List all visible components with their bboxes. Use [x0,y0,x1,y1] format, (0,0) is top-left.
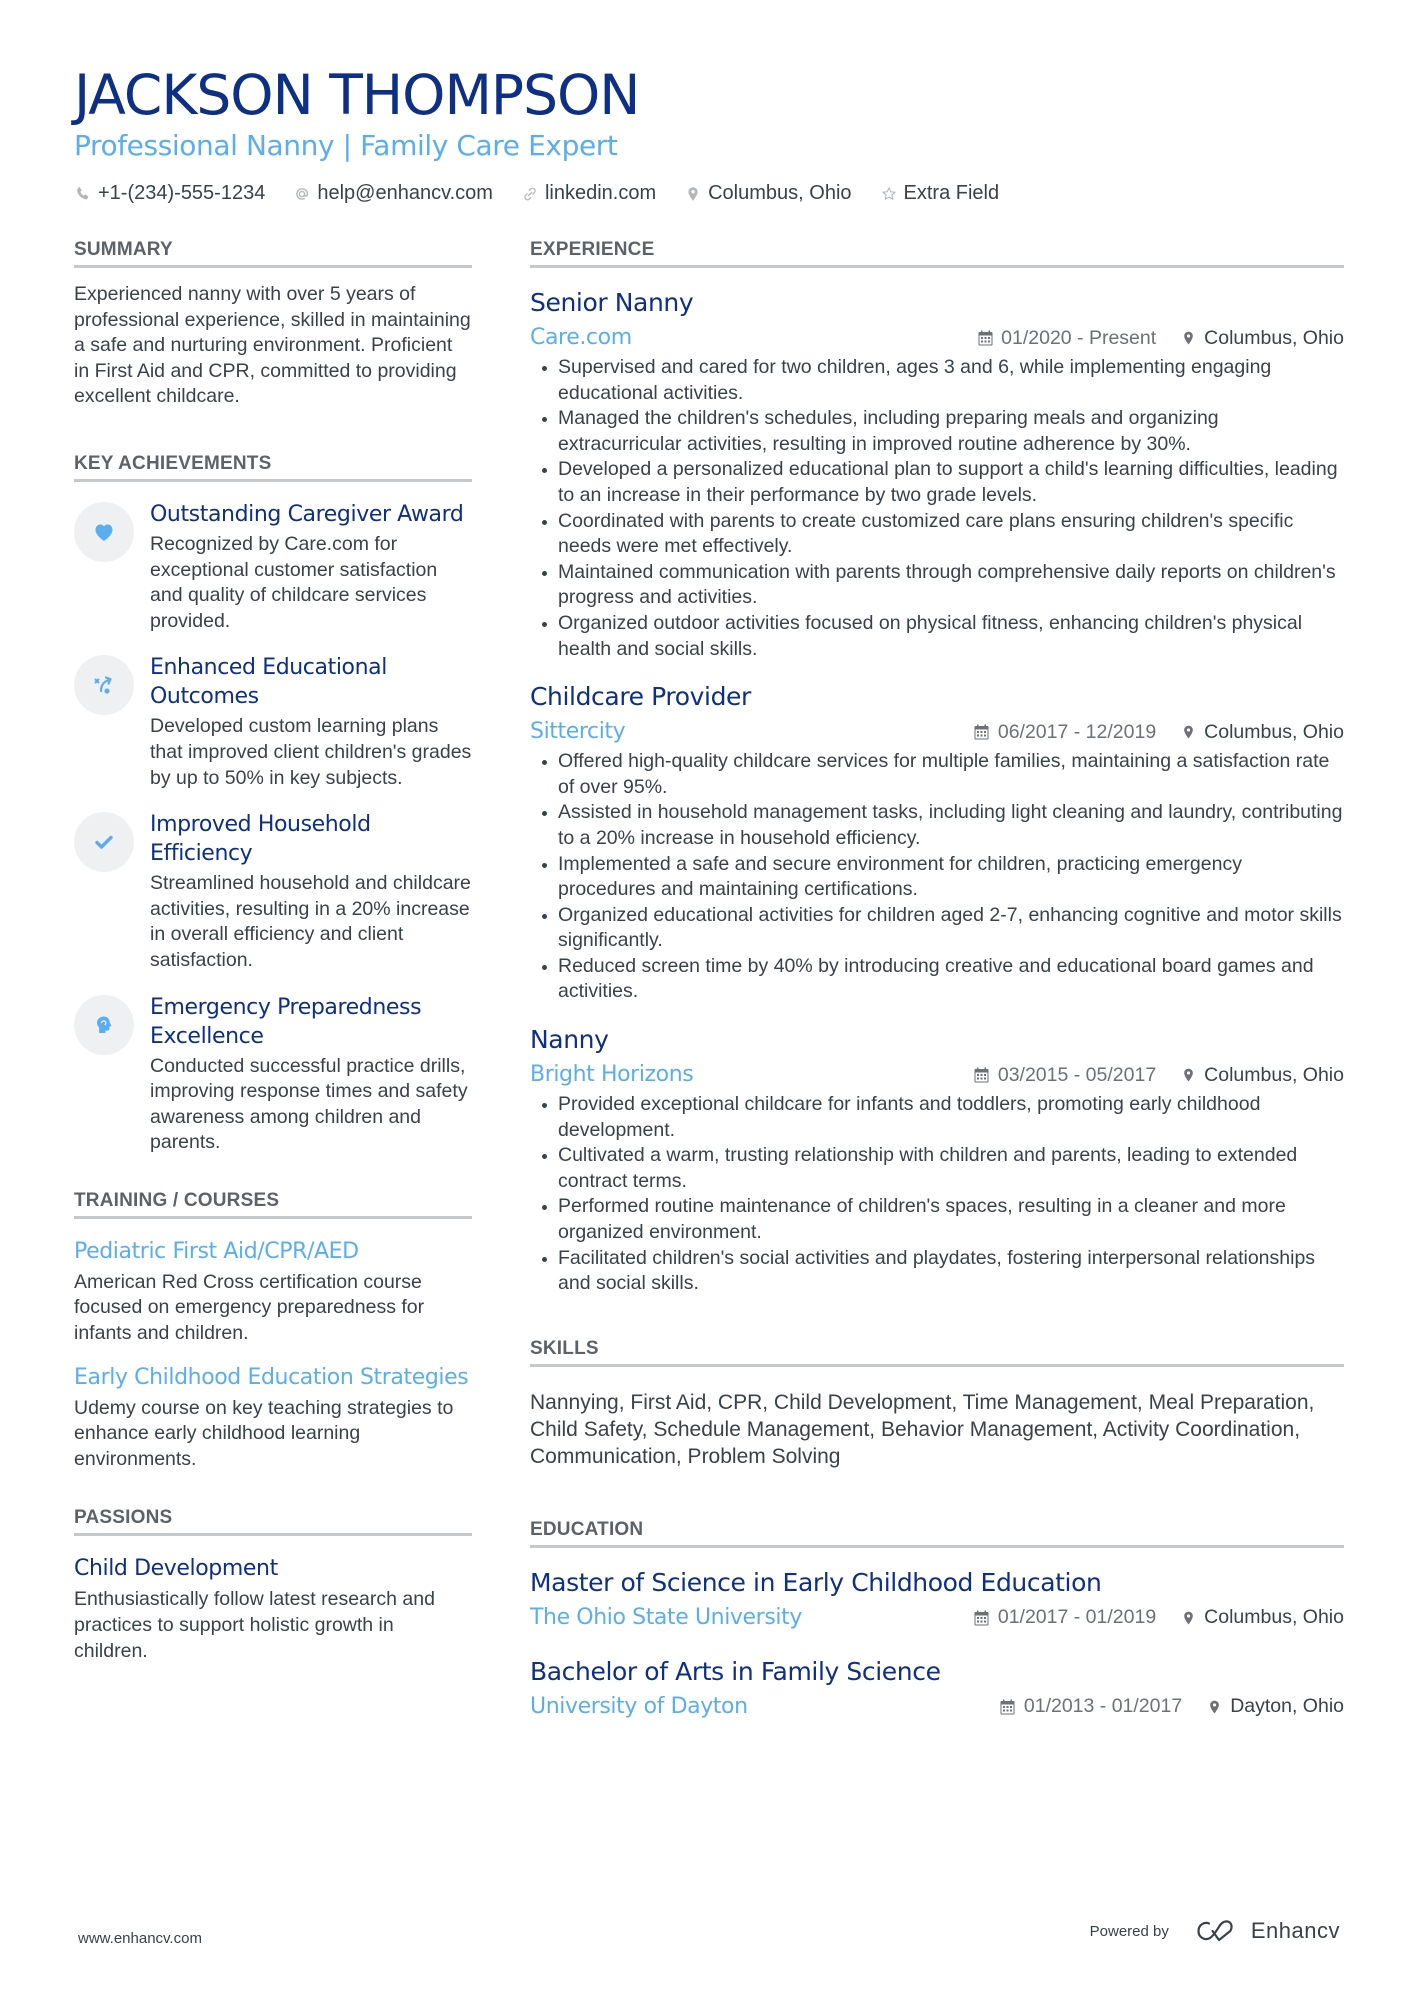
job-location: Columbus, Ohio [1180,721,1344,744]
achievement-item [74,993,472,1156]
calendar-icon [974,1066,990,1084]
education-heading: EDUCATION [530,1518,1344,1548]
education-dates: 01/2017 - 01/2019 [974,1606,1156,1629]
job-bullet: Cultivated a warm, trusting relationship with children and parents, leading to extended contract terms. [530,1143,1344,1194]
candidate-title: Professional Nanny | Family Care Expert [74,129,618,162]
footer-website-link[interactable]: www.enhancv.com [78,1930,202,1947]
achievement-title: Outstanding Caregiver Award [150,501,464,527]
passion-title: Child Development [74,1556,278,1582]
training-item [74,1237,472,1347]
job-meta [530,323,1344,353]
achievement-description: Recognized by Care.com for exceptional customer satisfaction and quality of childcare services provided. [150,532,438,632]
contact-linkedin-text: linkedin.com [544,182,657,204]
education-entry [530,1655,1344,1722]
job-title: Childcare Provider [530,682,751,712]
contact-email[interactable] [293,182,493,205]
achievement-description: Conducted successful practice drills, improving response times and safety awareness among children and parents. [150,1054,468,1154]
job-entry [530,680,1344,1005]
skills-heading: SKILLS [530,1337,1344,1367]
achievement-item [74,500,472,634]
powered-by-label: Powered by [1089,1922,1169,1940]
location-pin-icon [1206,1698,1222,1716]
education-entry [530,1566,1344,1633]
experience-section [530,238,1344,1297]
contact-bar [74,182,1344,205]
job-location: Columbus, Ohio [1180,1064,1344,1087]
enhancv-logo[interactable] [1195,1918,1340,1944]
job-meta [530,1060,1344,1090]
summary-heading: SUMMARY [74,238,472,268]
strategy-icon [74,655,134,715]
job-bullets [530,1092,1344,1297]
company-name: Care.com [530,325,632,350]
candidate-name: JACKSON THOMPSON [74,63,640,127]
checkmark-icon [74,812,134,872]
location-pin-icon [1180,329,1196,347]
education-meta [530,1603,1344,1633]
training-title: Early Childhood Education Strategies [74,1364,469,1390]
summary-text: Experienced nanny with over 5 years of professional experience, skilled in maintaining a safe and nurturing environment. Proficient in First Aid and CPR, committed to providing excellent childcare. [74,283,471,408]
training-courses-heading: TRAINING / COURSES [74,1189,472,1219]
calendar-icon [974,723,990,741]
job-bullet: Implemented a safe and secure environment for children, practicing emergency procedures and maintaining certifications. [530,852,1344,903]
brand-name: Enhancv [1250,1918,1340,1943]
contact-location [684,182,851,205]
heart-icon [74,502,134,562]
contact-phone-text: +1-(234)-555-1234 [98,182,266,204]
star-icon [880,185,898,203]
job-entry [530,286,1344,662]
footer-branding [1090,1918,1340,1944]
job-bullet: Developed a personalized educational plan to support a child's learning difficulties, leading to an increase in their performance by two grade levels. [530,457,1344,508]
resume-header [74,62,1344,205]
job-bullet: Facilitated children's social activities and playdates, fostering interpersonal relationships and social skills. [530,1246,1344,1297]
job-bullets [530,355,1344,662]
achievement-title: Improved Household Efficiency [150,812,371,867]
job-dates: 06/2017 - 12/2019 [974,721,1156,744]
education-location: Dayton, Ohio [1206,1695,1344,1718]
job-title: Senior Nanny [530,288,694,317]
location-pin-icon [1180,1066,1196,1084]
degree-title: Bachelor of Arts in Family Science [530,1656,941,1686]
contact-extra-field-text: Extra Field [903,182,1000,204]
calendar-icon [974,1609,990,1627]
skills-section [530,1337,1344,1470]
training-description: Udemy course on key teaching strategies to enhance early childhood learning environments. [74,1396,454,1470]
job-location: Columbus, Ohio [1180,327,1344,350]
enhancv-logo-icon [1195,1918,1241,1944]
contact-email-text: help@enhancv.com [317,182,493,204]
location-pin-icon [684,185,702,203]
experience-heading: EXPERIENCE [530,238,1344,268]
training-description: American Red Cross certification course focused on emergency preparedness for infants and children. [74,1270,425,1345]
school-name: University of Dayton [530,1693,748,1719]
contact-extra-field [880,182,1000,205]
company-name: Sittercity [530,719,626,745]
calendar-icon [977,329,993,347]
degree-title: Master of Science in Early Childhood Education [530,1567,1102,1597]
job-bullet: Reduced screen time by 40% by introducing creative and educational board games and activities. [530,954,1344,1005]
training-list [74,1237,472,1473]
calendar-icon [1000,1698,1016,1716]
achievements-list [74,500,472,1156]
education-meta [530,1692,1344,1722]
job-bullet: Assisted in household management tasks, including light cleaning and laundry, contributing to a 20% increase in household efficiency. [530,800,1344,851]
training-title: Pediatric First Aid/CPR/AED [74,1238,359,1264]
job-bullet: Performed routine maintenance of children's spaces, resulting in a cleaner and more organized environment. [530,1194,1344,1245]
education-dates: 01/2013 - 01/2017 [1000,1695,1182,1718]
training-item [74,1363,472,1473]
achievement-item [74,653,472,791]
job-bullet: Managed the children's schedules, including preparing meals and organizing extracurricular activities, resulting in improved routine adherence by 30%. [530,406,1344,457]
job-bullet: Maintained communication with parents through comprehensive daily reports on children's progress and activities. [530,560,1344,611]
skills-list: Nannying, First Aid, CPR, Child Development, Time Management, Meal Preparation, Child Safety, Schedule Management, Behavior Management, Activity Coordination, Communication, Problem Solving [530,1390,1315,1468]
location-pin-icon [1180,723,1196,741]
company-name: Bright Horizons [530,1062,694,1088]
left-column [74,238,472,1664]
achievement-description: Streamlined household and childcare activities, resulting in a 20% increase in overall efficiency and client satisfaction. [150,872,471,971]
job-meta [530,717,1344,747]
at-icon [293,185,311,203]
job-bullet: Supervised and cared for two children, ages 3 and 6, while implementing engaging educational activities. [530,355,1344,406]
job-dates: 01/2020 - Present [977,327,1156,350]
job-dates: 03/2015 - 05/2017 [974,1064,1156,1087]
achievement-description: Developed custom learning plans that improved client children's grades by up to 50% in key subjects. [150,715,472,789]
passion-item [74,1554,472,1664]
contact-location-text: Columbus, Ohio [708,182,852,204]
contact-phone[interactable] [74,182,265,205]
job-bullets [530,749,1344,1005]
job-bullet: Offered high-quality childcare services for multiple families, maintaining a satisfaction rate of over 95%. [530,749,1344,800]
phone-icon [74,185,92,203]
job-bullet: Organized outdoor activities focused on physical fitness, enhancing children's physical health and social skills. [530,611,1344,662]
passion-description: Enthusiastically follow latest research and practices to support holistic growth in children. [74,1588,435,1662]
job-title: Nanny [530,1025,609,1055]
training-courses-section [74,1189,472,1473]
education-location: Columbus, Ohio [1180,1606,1344,1629]
right-column [530,238,1344,1722]
job-bullet: Provided exceptional childcare for infants and toddlers, promoting early childhood development. [530,1092,1344,1143]
job-bullet: Coordinated with parents to create customized care plans ensuring children's specific needs were met effectively. [530,509,1344,560]
summary-section [74,238,472,410]
contact-linkedin[interactable] [521,182,656,205]
education-section [530,1518,1344,1722]
key-achievements-section [74,452,472,1156]
location-pin-icon [1180,1609,1196,1627]
key-achievements-heading: KEY ACHIEVEMENTS [74,452,472,482]
achievement-title: Emergency Preparedness Excellence [150,994,422,1049]
link-icon [521,185,539,203]
achievement-title: Enhanced Educational Outcomes [150,655,387,710]
head-brain-icon [74,995,134,1055]
passions-heading: PASSIONS [74,1506,472,1536]
job-entry [530,1023,1344,1297]
school-name: The Ohio State University [530,1604,802,1630]
achievement-item [74,810,472,973]
passions-section [74,1506,472,1664]
job-bullet: Organized educational activities for children aged 2-7, enhancing cognitive and motor skills significantly. [530,903,1344,954]
